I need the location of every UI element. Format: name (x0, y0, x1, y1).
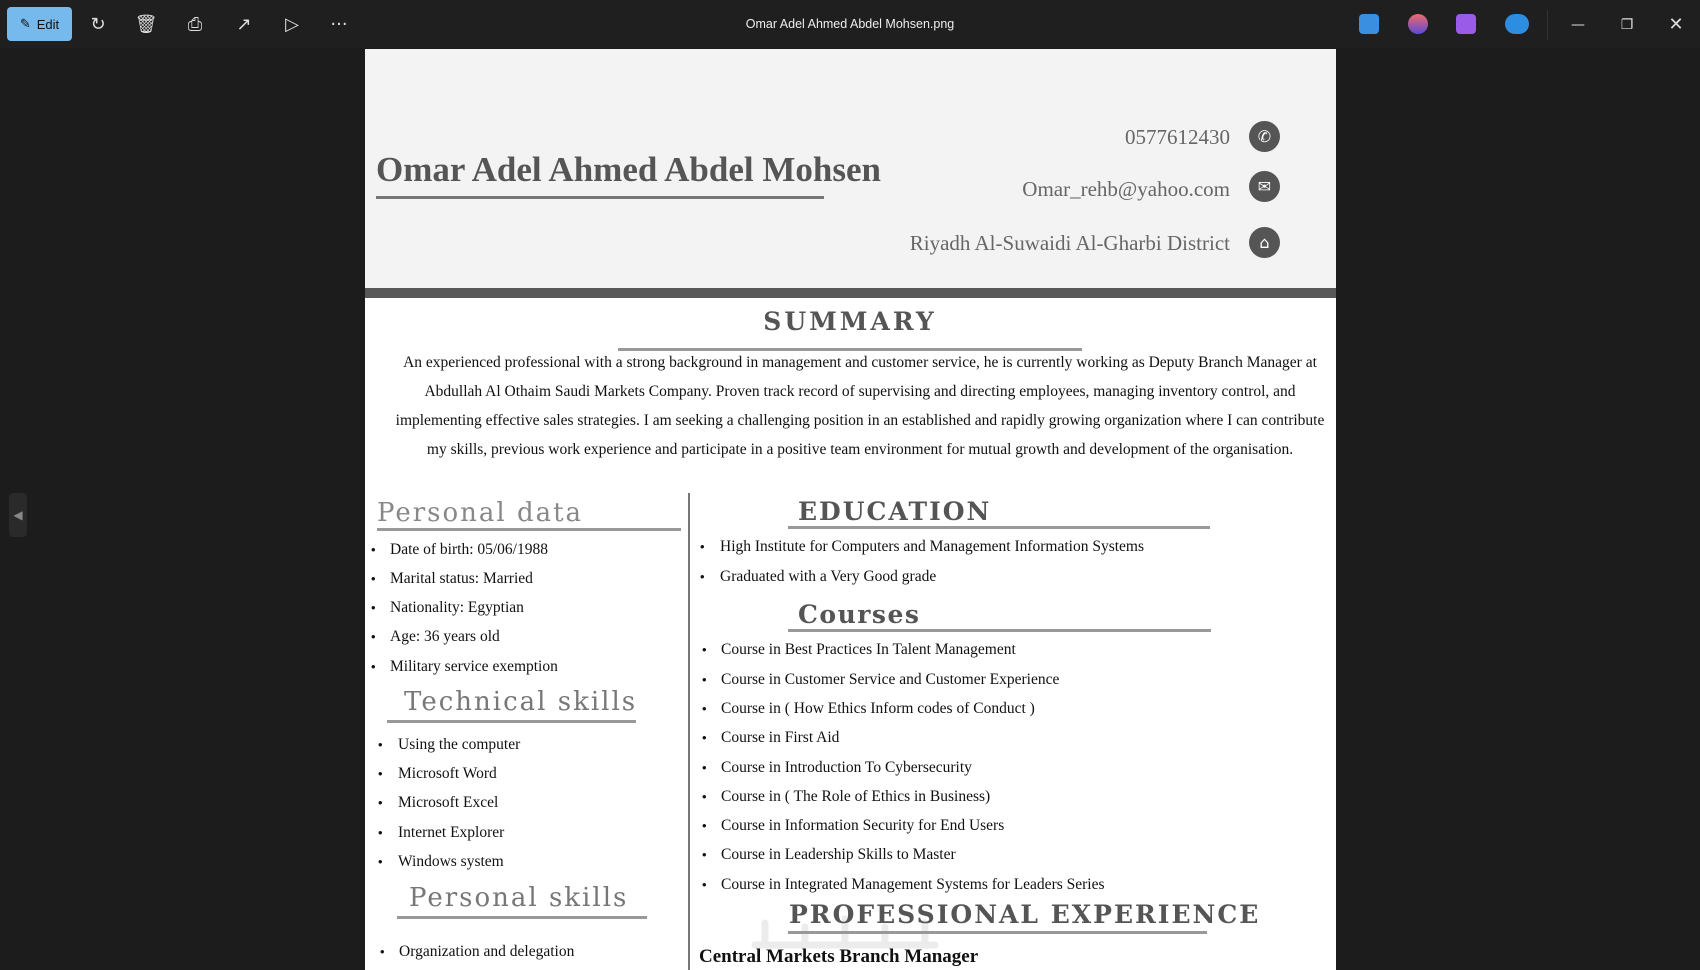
list-item: Course in Customer Service and Customer Experience (721, 671, 1060, 688)
list-item: High Institute for Computers and Management Information Systems (720, 538, 1145, 555)
education-underline (788, 526, 1210, 529)
slideshow-icon[interactable]: ▷ (285, 14, 299, 35)
summary-text: An experienced professional with a strong background in management and customer service, he is currently working as Deputy Branch Manager at Abdullah Al Othaim Saudi Markets Company. Proven track record of supervising and directing employees, managing inventory control, and implementing effective sales strategies. I am seeking a challenging position in an established and rapidly growing organization where I can contribute my skills, previous work experience and participate in a positive team environment for mutual growth and development of the organisation. (395, 354, 1325, 458)
list-item: Age: 36 years old (390, 628, 500, 645)
resume-name: Omar Adel Ahmed Abdel Mohsen (376, 150, 881, 189)
bullet-icon: • (702, 701, 707, 716)
list-item: Course in Best Practices In Talent Management (721, 641, 1016, 658)
bullet-icon: • (371, 629, 376, 644)
job-title: Central Markets Branch Manager (699, 946, 979, 967)
personal-data-underline (377, 528, 681, 531)
bullet-icon: • (371, 542, 376, 557)
bullet-icon: • (700, 569, 705, 584)
bullet-icon: • (702, 847, 707, 862)
edit-image-icon: ✎ (19, 16, 31, 31)
onedrive-icon[interactable] (1505, 14, 1529, 34)
bullet-icon: • (378, 766, 383, 781)
list-item: Course in Introduction To Cybersecurity (721, 759, 972, 776)
rotate-icon[interactable]: ↻ (90, 14, 106, 35)
list-item: Internet Explorer (398, 824, 505, 841)
header-divider (365, 288, 1336, 298)
designer-app-icon[interactable] (1359, 14, 1379, 34)
bullet-icon: • (702, 760, 707, 775)
technical-skills-heading: Technical skills (404, 687, 638, 717)
title-bar (0, 0, 1700, 48)
bullet-icon: • (371, 600, 376, 615)
experience-heading: PROFESSIONAL EXPERIENCE (789, 900, 1261, 929)
list-item: Microsoft Excel (398, 794, 499, 811)
list-item: Date of birth: 05/06/1988 (390, 541, 548, 558)
list-item: Marital status: Married (390, 570, 533, 587)
clipchamp-app-icon[interactable] (1408, 14, 1428, 34)
bullet-icon: • (702, 672, 707, 687)
summary-heading: SUMMARY (763, 307, 937, 336)
courses-heading: Courses (798, 600, 921, 629)
list-item: Military service exemption (390, 658, 558, 675)
bullet-icon: • (702, 730, 707, 745)
bullet-icon: • (371, 571, 376, 586)
personal-skills-heading: Personal skills (409, 883, 629, 913)
list-item: Organization and delegation (399, 943, 575, 960)
home-icon: ⌂ (1249, 227, 1280, 258)
list-item: Course in Leadership Skills to Master (721, 846, 956, 863)
personal-data-heading: Personal data (377, 498, 584, 528)
education-heading: EDUCATION (798, 497, 992, 526)
bullet-icon: • (380, 944, 385, 959)
mail-icon: ✉ (1249, 171, 1280, 202)
list-item: Using the computer (398, 736, 521, 753)
bullet-icon: • (702, 877, 707, 892)
experience-underline (788, 931, 1207, 934)
bullet-icon: • (700, 539, 705, 554)
edit-button[interactable]: ✎ Edit (7, 7, 72, 41)
bullet-icon: • (702, 642, 707, 657)
delete-icon[interactable]: 🗑 (134, 14, 158, 35)
list-item: Course in First Aid (721, 729, 840, 746)
list-item: Windows system (398, 853, 504, 870)
file-title: Omar Adel Ahmed Abdel Mohsen.png (745, 17, 955, 31)
list-item: Course in Integrated Management Systems for Leaders Series (721, 876, 1105, 893)
list-item: Graduated with a Very Good grade (720, 568, 937, 585)
minimize-button[interactable]: — (1571, 17, 1585, 33)
bullet-icon: • (378, 795, 383, 810)
name-underline (376, 196, 824, 199)
divider (1547, 10, 1548, 40)
address-text: Riyadh Al-Suwaidi Al-Gharbi District (909, 231, 1230, 255)
print-icon[interactable]: ⎙ (187, 14, 203, 35)
personal-skills-underline (397, 916, 647, 919)
list-item: Course in ( The Role of Ethics in Business) (721, 788, 991, 805)
share-icon[interactable]: ↗ (236, 14, 252, 35)
column-divider (688, 493, 690, 970)
close-button[interactable]: ✕ (1668, 14, 1684, 35)
previous-image-button[interactable]: ◀ (9, 493, 27, 537)
bullet-icon: • (371, 659, 376, 674)
list-item: Course in Information Security for End Users (721, 817, 1005, 834)
list-item: Microsoft Word (398, 765, 497, 782)
phone-icon: ✆ (1249, 121, 1280, 152)
bullet-icon: • (378, 854, 383, 869)
restore-button[interactable]: ❐ (1620, 17, 1634, 33)
technical-underline (387, 720, 636, 723)
bullet-icon: • (702, 818, 707, 833)
list-item: Nationality: Egyptian (390, 599, 524, 616)
bullet-icon: • (378, 825, 383, 840)
email-text: Omar_rehb@yahoo.com (1022, 177, 1230, 201)
list-item: Course in ( How Ethics Inform codes of Conduct ) (721, 700, 1035, 717)
phone-text: 0577612430 (1125, 125, 1230, 149)
bullet-icon: • (378, 737, 383, 752)
courses-underline (788, 629, 1211, 632)
more-button[interactable]: ··· (330, 14, 348, 35)
video-editor-icon[interactable] (1456, 14, 1476, 34)
bullet-icon: • (702, 789, 707, 804)
